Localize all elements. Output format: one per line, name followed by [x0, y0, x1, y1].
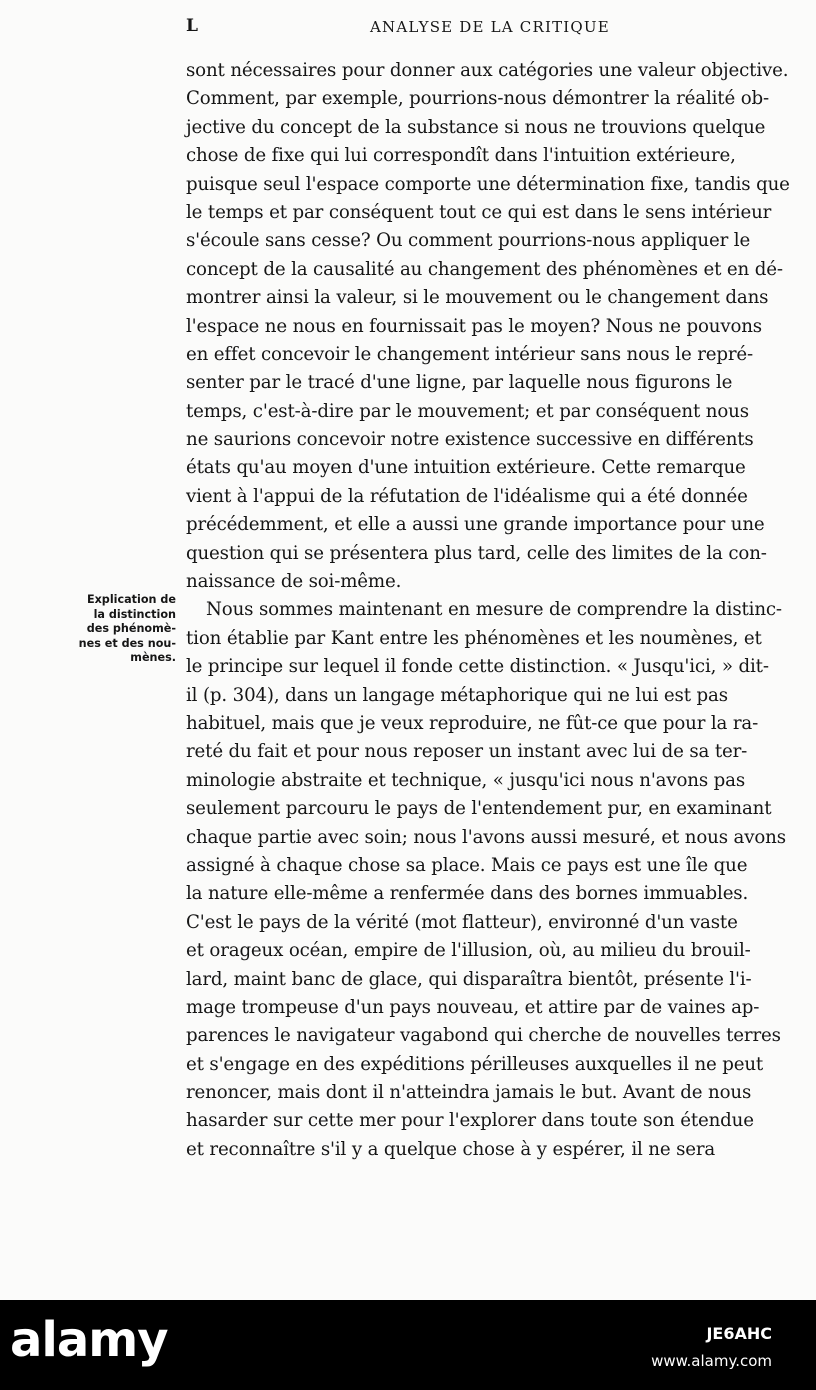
watermark-banner	[0, 1300, 816, 1390]
text-line: question qui se présentera plus tard, celle des limites de la con-	[186, 542, 767, 564]
text-line: C'est le pays de la vérité (mot flatteur), environné d'un vaste	[186, 911, 738, 933]
text-line: minologie abstraite et technique, « jusqu'ici nous n'avons pas	[186, 769, 746, 791]
stock-image-id: JE6AHC	[706, 1324, 772, 1343]
text-line: la nature elle-même a renfermée dans des bornes immuables.	[186, 883, 749, 905]
text-line: tion établie par Kant entre les phénomènes et les noumènes, et	[186, 627, 762, 649]
text-line: habituel, mais que je veux reproduire, ne fût-ce que pour la ra-	[186, 712, 759, 734]
text-line: senter par le tracé d'une ligne, par laquelle nous figurons le	[186, 372, 733, 394]
margin-note-line: mènes.	[130, 651, 176, 664]
text-line: états qu'au moyen d'une intuition extérieure. Cette remarque	[186, 457, 746, 479]
text-line: vient à l'appui de la réfutation de l'idéalisme qui a été donnée	[186, 485, 748, 507]
margin-note-line: nes et des nou-	[78, 636, 176, 650]
text-line: le principe sur lequel il fonde cette distinction. « Jusqu'ici, » dit-	[186, 656, 769, 678]
page-header	[0, 16, 816, 42]
margin-note	[0, 593, 182, 666]
running-title: ANALYSE DE LA CRITIQUE	[370, 18, 610, 36]
text-line: chose de fixe qui lui correspondît dans l'intuition extérieure,	[186, 145, 736, 167]
alamy-logo: alamy	[10, 1312, 168, 1368]
text-line: il (p. 304), dans un langage métaphorique qui ne lui est pas	[186, 684, 728, 706]
text-line: assigné à chaque chose sa place. Mais ce pays est une île que	[186, 854, 748, 876]
text-line: et s'engage en des expéditions périlleuses auxquelles il ne peut	[186, 1053, 764, 1075]
text-line: concept de la causalité au changement des phénomènes et en dé-	[186, 258, 783, 280]
body-text	[186, 57, 816, 1164]
text-line: en effet concevoir le changement intérieur sans nous le repré-	[186, 343, 754, 365]
text-line: jective du concept de la substance si nous ne trouvions quelque	[186, 116, 766, 138]
text-line: hasarder sur cette mer pour l'explorer dans toute son étendue	[186, 1110, 754, 1132]
text-line: et orageux océan, empire de l'illusion, où, au milieu du brouil-	[186, 940, 751, 962]
text-line: parences le navigateur vagabond qui cherche de nouvelles terres	[186, 1025, 781, 1047]
text-line: Nous sommes maintenant en mesure de comprendre la distinc-	[206, 599, 782, 621]
margin-note-line: Explication de	[86, 593, 176, 606]
text-line: seulement parcouru le pays de l'entendement pur, en examinant	[186, 798, 772, 820]
text-line: l'espace ne nous en fournissait pas le moyen? Nous ne pouvons	[186, 315, 762, 337]
text-line: puisque seul l'espace comporte une détermination fixe, tandis que	[186, 173, 790, 195]
text-line: temps, c'est-à-dire par le mouvement; et par conséquent nous	[186, 400, 749, 422]
text-line: mage trompeuse d'un pays nouveau, et attire par de vaines ap-	[186, 996, 760, 1018]
text-line: précédemment, et elle a aussi une grande importance pour une	[186, 514, 765, 536]
margin-note-line: la distinction	[93, 607, 176, 621]
text-line: ne saurions concevoir notre existence successive en différents	[186, 429, 754, 451]
text-line: chaque partie avec soin; nous l'avons aussi mesuré, et nous avons	[186, 826, 786, 848]
text-line: montrer ainsi la valeur, si le mouvement ou le changement dans	[186, 287, 769, 309]
text-line: reté du fait et pour nous reposer un instant avec lui de sa ter-	[186, 741, 748, 763]
text-line: s'écoule sans cesse? Ou comment pourrions-nous appliquer le	[186, 230, 751, 252]
site-url: www.alamy.com	[651, 1352, 772, 1370]
text-line: lard, maint banc de glace, qui disparaîtra bientôt, présente l'i-	[186, 968, 752, 990]
text-line: Comment, par exemple, pourrions-nous démontrer la réalité ob-	[186, 88, 770, 110]
text-line: sont nécessaires pour donner aux catégories une valeur objective.	[186, 60, 789, 81]
text-line: renoncer, mais dont il n'atteindra jamais le but. Avant de nous	[186, 1082, 752, 1104]
text-line: le temps et par conséquent tout ce qui est dans le sens intérieur	[186, 201, 772, 223]
page-number: L	[186, 16, 199, 36]
text-line: naissance de soi-même.	[186, 571, 402, 593]
text-line: et reconnaître s'il y a quelque chose à y espérer, il ne sera	[186, 1138, 716, 1160]
margin-note-line: des phénomè-	[86, 622, 176, 635]
